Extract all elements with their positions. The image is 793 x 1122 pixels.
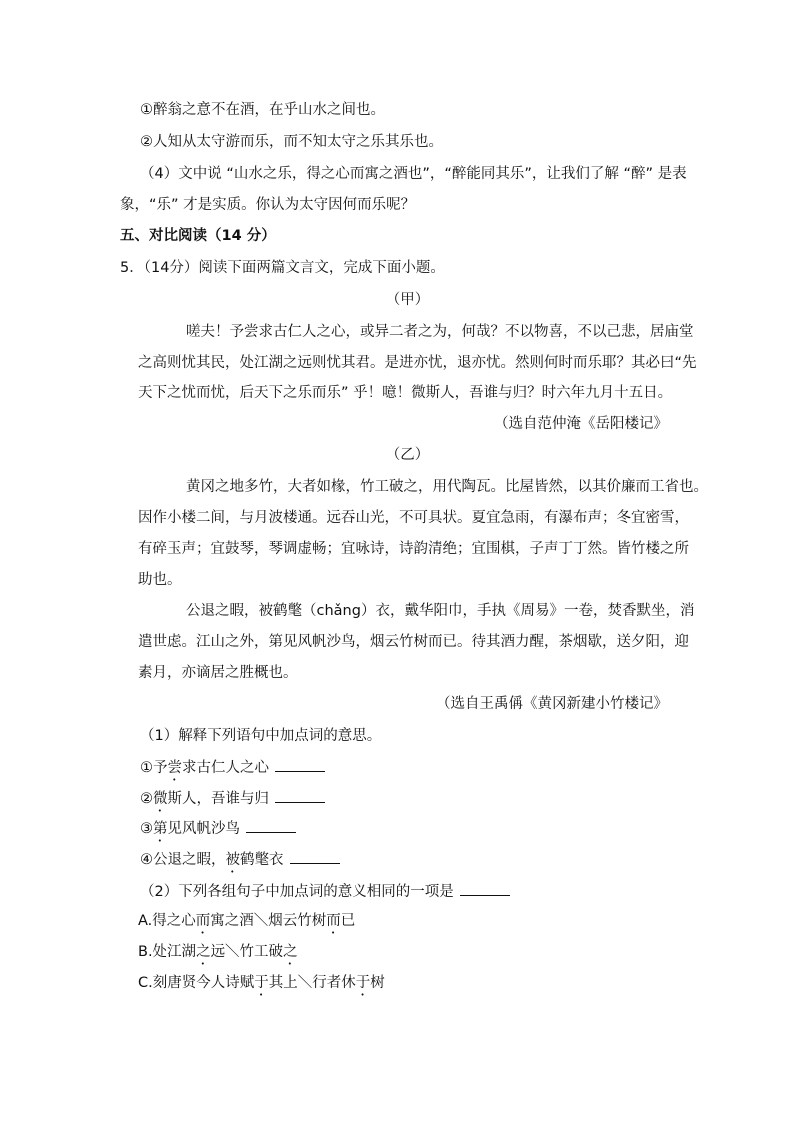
- sub-question-1-prompt: （1）解释下列语句中加点词的意思。: [140, 728, 382, 744]
- option-1: ①醉翁之意不在酒，在乎山水之间也。: [140, 102, 385, 118]
- passage-yi-line: 助也。: [138, 572, 182, 588]
- choice-option-c[interactable]: C.刻唐贤今人诗赋于其上＼行者休于树: [138, 975, 385, 991]
- question-4-line-2: 象，“乐” 才是实质。你认为太守因何而乐呢？: [120, 197, 416, 213]
- dotted-word: 第: [153, 821, 168, 837]
- passage-yi-line: 公退之暇，被鹤氅（chǎng）衣，戴华阳巾，手执《周易》一卷，焚香默坐，消: [186, 603, 695, 619]
- passage-yi-line: 因作小楼二间，与月波楼通。远吞山光，不可具状。夏宜急雨，有瀑布声；冬宜密雪，: [138, 510, 689, 526]
- answer-blank[interactable]: [275, 788, 325, 803]
- answer-blank[interactable]: [275, 757, 325, 772]
- question-4-line-1: （4）文中说 “山水之乐，得之心而寓之酒也”，“醉能同其乐”，让我们了解 “醉” 是表: [140, 166, 687, 182]
- sub-question-1-item: ③第见风帆沙鸟: [140, 818, 296, 845]
- passage-jia-label: （甲）: [385, 292, 430, 308]
- passage-jia-line: 天下之忧而忧，后天下之乐而乐” 乎！噫！微斯人，吾谁与归？时六年九月十五日。: [138, 385, 673, 401]
- answer-blank[interactable]: [460, 881, 510, 896]
- passage-yi-line: 遣世虑。江山之外，第见风帆沙鸟，烟云竹树而已。待其酒力醒，茶烟歇，送夕阳，迎: [138, 634, 689, 650]
- dotted-word: 微: [153, 791, 168, 807]
- sub-question-1-item: ④公退之暇，被鹤氅衣: [140, 849, 340, 876]
- passage-yi-source: （选自王禹偁《黄冈新建小竹楼记》: [436, 696, 668, 712]
- dotted-word: 被: [225, 852, 240, 868]
- choice-option-a[interactable]: A.得之心而寓之酒＼烟云竹树而已: [138, 913, 356, 929]
- question-5-intro: 5．（14分）阅读下面两篇文言文，完成下面小题。: [120, 260, 445, 276]
- passage-jia-line: 嗟夫！予尝求古仁人之心，或异二者之为，何哉？不以物喜，不以己悲，居庙堂: [186, 324, 694, 340]
- answer-blank[interactable]: [290, 849, 340, 864]
- sub-question-1-item: ②微斯人，吾谁与归: [140, 788, 325, 815]
- passage-jia-source: （选自范仲淹《岳阳楼记》: [494, 416, 668, 432]
- dotted-word: 尝: [167, 760, 182, 776]
- passage-yi-line: 素月，亦谪居之胜概也。: [138, 665, 298, 681]
- section-heading: 五、对比阅读（14 分）: [120, 228, 276, 244]
- option-2: ②人知从太守游而乐，而不知太守之乐其乐也。: [140, 134, 443, 150]
- passage-yi-line: 黄冈之地多竹，大者如椽，竹工破之，用代陶瓦。比屋皆然，以其价廉而工省也。: [186, 479, 708, 495]
- passage-yi-line: 有碎玉声；宜鼓琴，琴调虚畅；宜咏诗，诗韵清绝；宜围棋，子声丁丁然。皆竹楼之所: [138, 541, 689, 557]
- choice-option-b[interactable]: B.处江湖之远＼竹工破之: [138, 944, 298, 960]
- answer-blank[interactable]: [246, 818, 296, 833]
- sub-question-2-prompt: （2）下列各组句子中加点词的意义相同的一项是: [140, 881, 510, 902]
- sub-question-1-item: ①予尝求古仁人之心: [140, 757, 325, 784]
- passage-yi-label: （乙）: [385, 447, 430, 463]
- passage-jia-line: 之高则忧其民，处江湖之远则忧其君。是进亦忧，退亦忧。然则何时而乐耶？其必曰“先: [138, 355, 697, 371]
